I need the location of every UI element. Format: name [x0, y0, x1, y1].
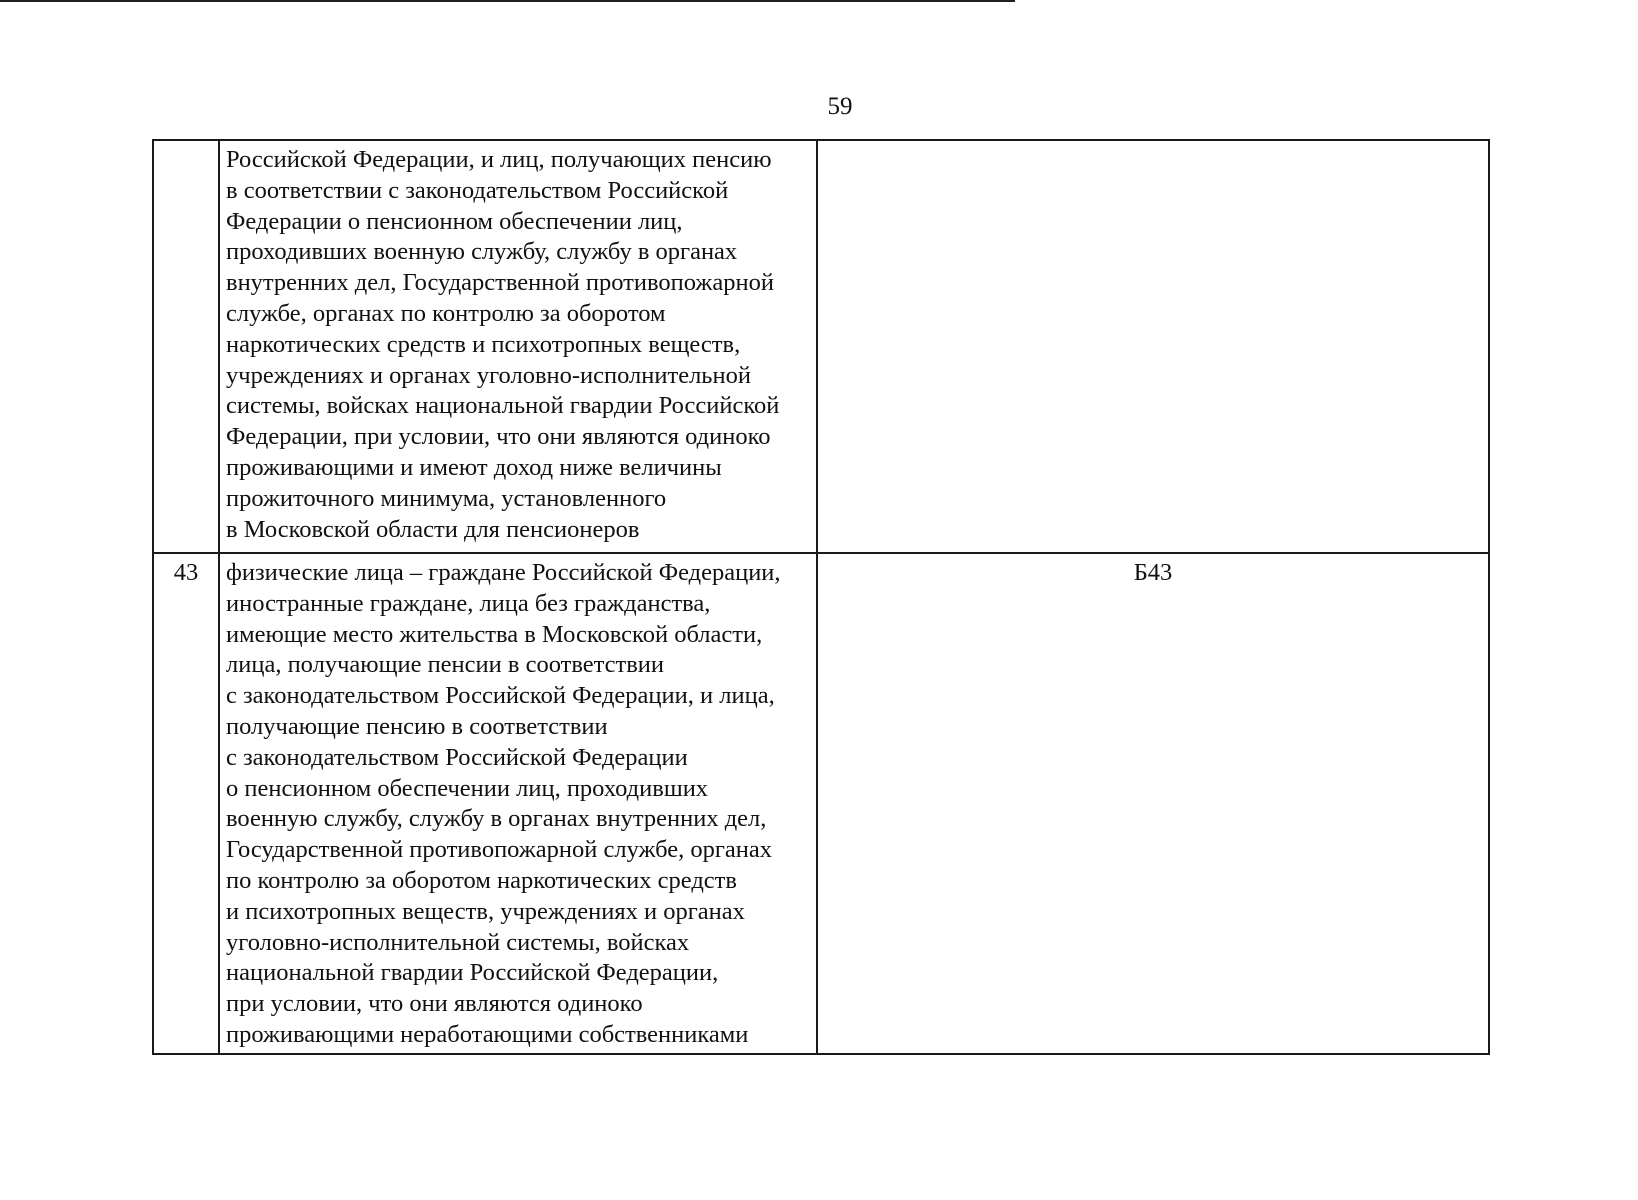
text-line: проходивших военную службу, службу в органах [226, 238, 738, 266]
table-row [153, 140, 1489, 553]
description-cell [219, 553, 817, 1054]
text-line: прожиточного минимума, установленного [226, 484, 667, 512]
text-line: службе, органах по контролю за оборотом [226, 299, 666, 327]
text-line: военную службу, службу в органах внутренних дел, [226, 805, 767, 833]
text-line: системы, войсках национальной гвардии Российской [226, 392, 780, 420]
text-line: с законодательством Российской Федерации [226, 743, 688, 771]
code-cell [817, 140, 1489, 553]
text-line: в Московской области для пенсионеров [226, 515, 640, 543]
text-line: с законодательством Российской Федерации, и лица, [226, 682, 775, 710]
text-line: Российской Федерации, и лиц, получающих пенсию [226, 146, 772, 173]
text-line: проживающими неработающими собственниками [226, 1020, 749, 1048]
text-line: иностранные граждане, лица без гражданства, [226, 589, 711, 617]
text-line: в соответствии с законодательством Российской [226, 176, 729, 204]
document-table [152, 139, 1490, 1055]
text-line: проживающими и имеют доход ниже величины [226, 453, 722, 481]
text-line: имеющие место жительства в Московской области, [226, 620, 763, 648]
row-number-cell [153, 140, 219, 553]
text-line: физические лица – граждане Российской Федерации, [226, 559, 781, 586]
top-scan-edge-rule [0, 0, 1015, 2]
text-line: Государственной противопожарной службе, органах [226, 836, 773, 864]
text-line: учреждениях и органах уголовно-исполнительной [226, 361, 751, 389]
text-line: Федерации о пенсионном обеспечении лиц, [226, 207, 683, 235]
text-line: о пенсионном обеспечении лиц, проходивших [226, 774, 709, 802]
text-line: получающие пенсию в соответствии [226, 712, 608, 740]
table-row [153, 553, 1489, 1054]
page-number: 59 [827, 93, 853, 120]
text-line: внутренних дел, Государственной противопожарной [226, 269, 774, 297]
text-line: национальной гвардии Российской Федерации, [226, 959, 719, 987]
text-line: и психотропных веществ, учреждениях и органах [226, 897, 745, 925]
row-number-cell: 43 [153, 553, 219, 1054]
text-line: Федерации, при условии, что они являются одиноко [226, 423, 771, 451]
text-line: по контролю за оборотом наркотических средств [226, 866, 737, 894]
code-cell: Б43 [817, 553, 1489, 1054]
text-line: наркотических средств и психотропных веществ, [226, 330, 741, 358]
description-cell [219, 140, 817, 553]
text-line: при условии, что они являются одиноко [226, 990, 643, 1018]
text-line: лица, получающие пенсии в соответствии [226, 651, 665, 679]
text-line: уголовно-исполнительной системы, войсках [226, 928, 690, 956]
